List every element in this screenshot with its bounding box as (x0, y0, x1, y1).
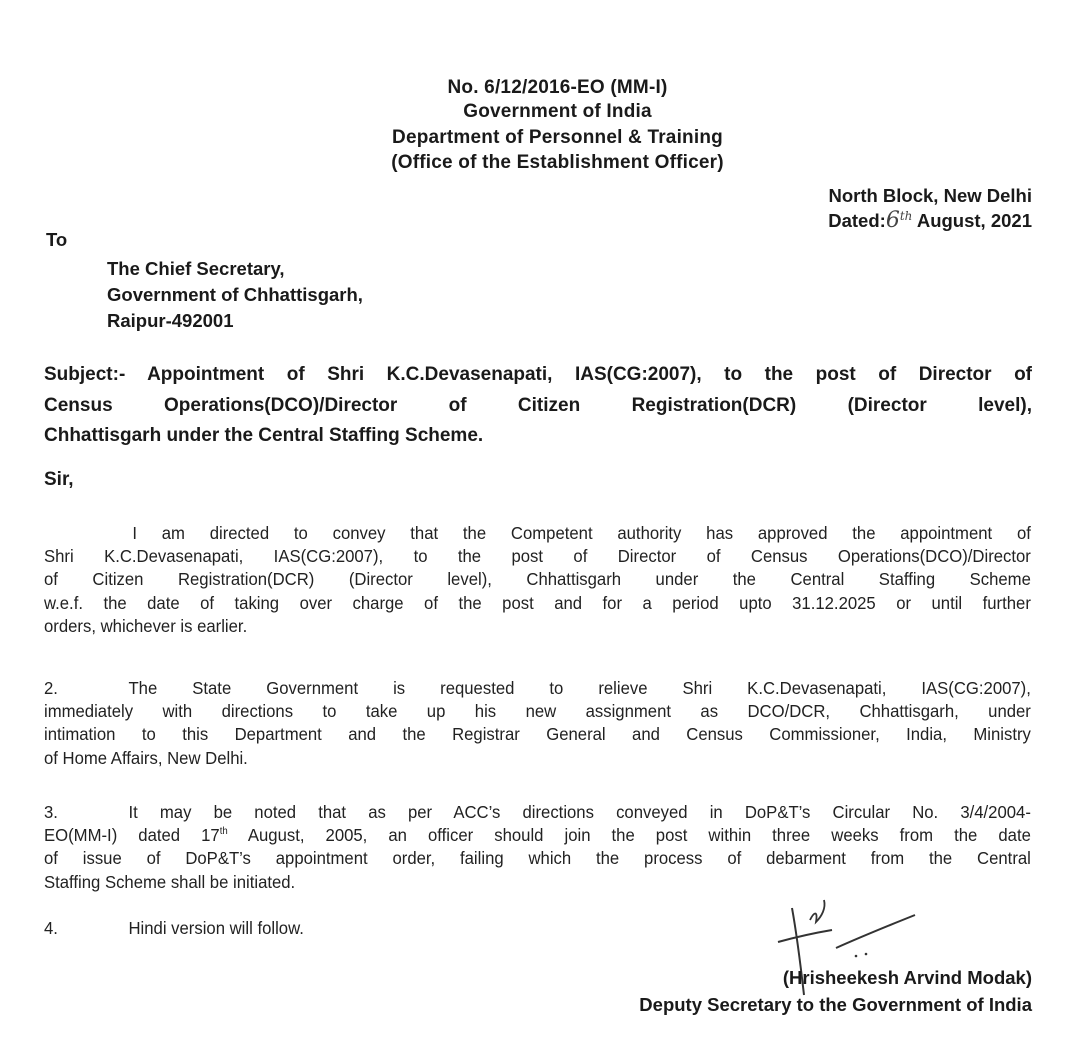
department-name: Department of Personnel & Training (392, 127, 723, 148)
office-name: (Office of the Establishment Officer) (391, 152, 724, 173)
reference-number: No. 6/12/2016-EO (MM-I) (447, 77, 668, 98)
month-year: August, 2021 (916, 210, 1032, 231)
paragraph-line: of Citizen Registration(DCR) (Director level), Chhattisgarh under the Central Staffing Scheme (44, 569, 1031, 590)
subject (44, 360, 1032, 452)
paragraph-3 (44, 801, 1031, 894)
government-name: Government of India (463, 101, 652, 122)
paragraph-number: 2. (44, 678, 58, 698)
to-label: To (46, 229, 68, 250)
subject-line: Census Operations(DCO)/Director of Citizen Registration(DCR) (Director level), (44, 394, 1032, 416)
paragraph-text: I am directed to convey that the Competent authority has approved the appointment of (132, 523, 1031, 543)
paragraph-line (44, 801, 1031, 824)
subject-line: Chhattisgarh under the Central Staffing Scheme. (44, 425, 484, 446)
dated-label: Dated: (828, 210, 886, 231)
paragraph-text: August, 2005, an officer should join the post within three weeks from the date (227, 825, 1031, 846)
paragraph-2 (44, 677, 1031, 770)
paragraph-line: immediately with directions to take up his new assignment as DCO/DCR, Chhattisgarh, under (44, 701, 1031, 722)
recipient-line: The Chief Secretary, (107, 258, 285, 279)
recipient-line: Government of Chhattisgarh, (107, 284, 363, 305)
paragraph-line (44, 824, 1031, 847)
paragraph-line: intimation to this Department and the Registrar General and Census Commissioner, India, Ministry (44, 724, 1031, 745)
signatory-name: (Hrisheekesh Arvind Modak) (782, 967, 1032, 988)
salutation: Sir, (44, 469, 74, 490)
paragraph-number: 4. (44, 918, 58, 938)
paragraph-line: Staffing Scheme shall be initiated. (44, 871, 296, 892)
superscript-th: th (219, 826, 228, 838)
paragraph-line: w.e.f. the date of taking over charge of the post and for a period upto 31.12.2025 or until further (44, 592, 1031, 613)
paragraph-text: The State Government is requested to relieve Shri K.C.Devasenapati, IAS(CG:2007), (128, 678, 1031, 698)
paragraph-text: It may be noted that as per ACC’s directions conveyed in DoP&T’s Circular No. 3/4/2004- (128, 802, 1031, 822)
paragraph-line: of issue of DoP&T’s appointment order, failing which the process of debarment from the Central (44, 848, 1031, 869)
subject-line: Subject:- Appointment of Shri K.C.Devasenapati, IAS(CG:2007), to the post of Director of (44, 364, 1032, 385)
date-line (828, 208, 1032, 233)
paragraph-1 (44, 522, 1031, 638)
paragraph-line (44, 522, 1031, 545)
recipient-line: Raipur-492001 (107, 310, 234, 331)
paragraph-line (44, 677, 1031, 700)
paragraph-text: Hindi version will follow. (128, 918, 304, 938)
paragraph-line: Shri K.C.Devasenapati, IAS(CG:2007), to the post of Director of Census Operations(DCO)/Director (44, 546, 1031, 567)
handwritten-suffix: th (899, 208, 913, 223)
paragraph-line: orders, whichever is earlier. (44, 615, 248, 636)
paragraph-text: EO(MM-I) dated 17 (44, 825, 220, 846)
paragraph-line: of Home Affairs, New Delhi. (44, 747, 248, 768)
paragraph-number: 3. (44, 802, 58, 822)
place: North Block, New Delhi (828, 185, 1032, 206)
signatory-designation: Deputy Secretary to the Government of India (639, 994, 1032, 1015)
handwritten-day: 6 (885, 208, 900, 233)
